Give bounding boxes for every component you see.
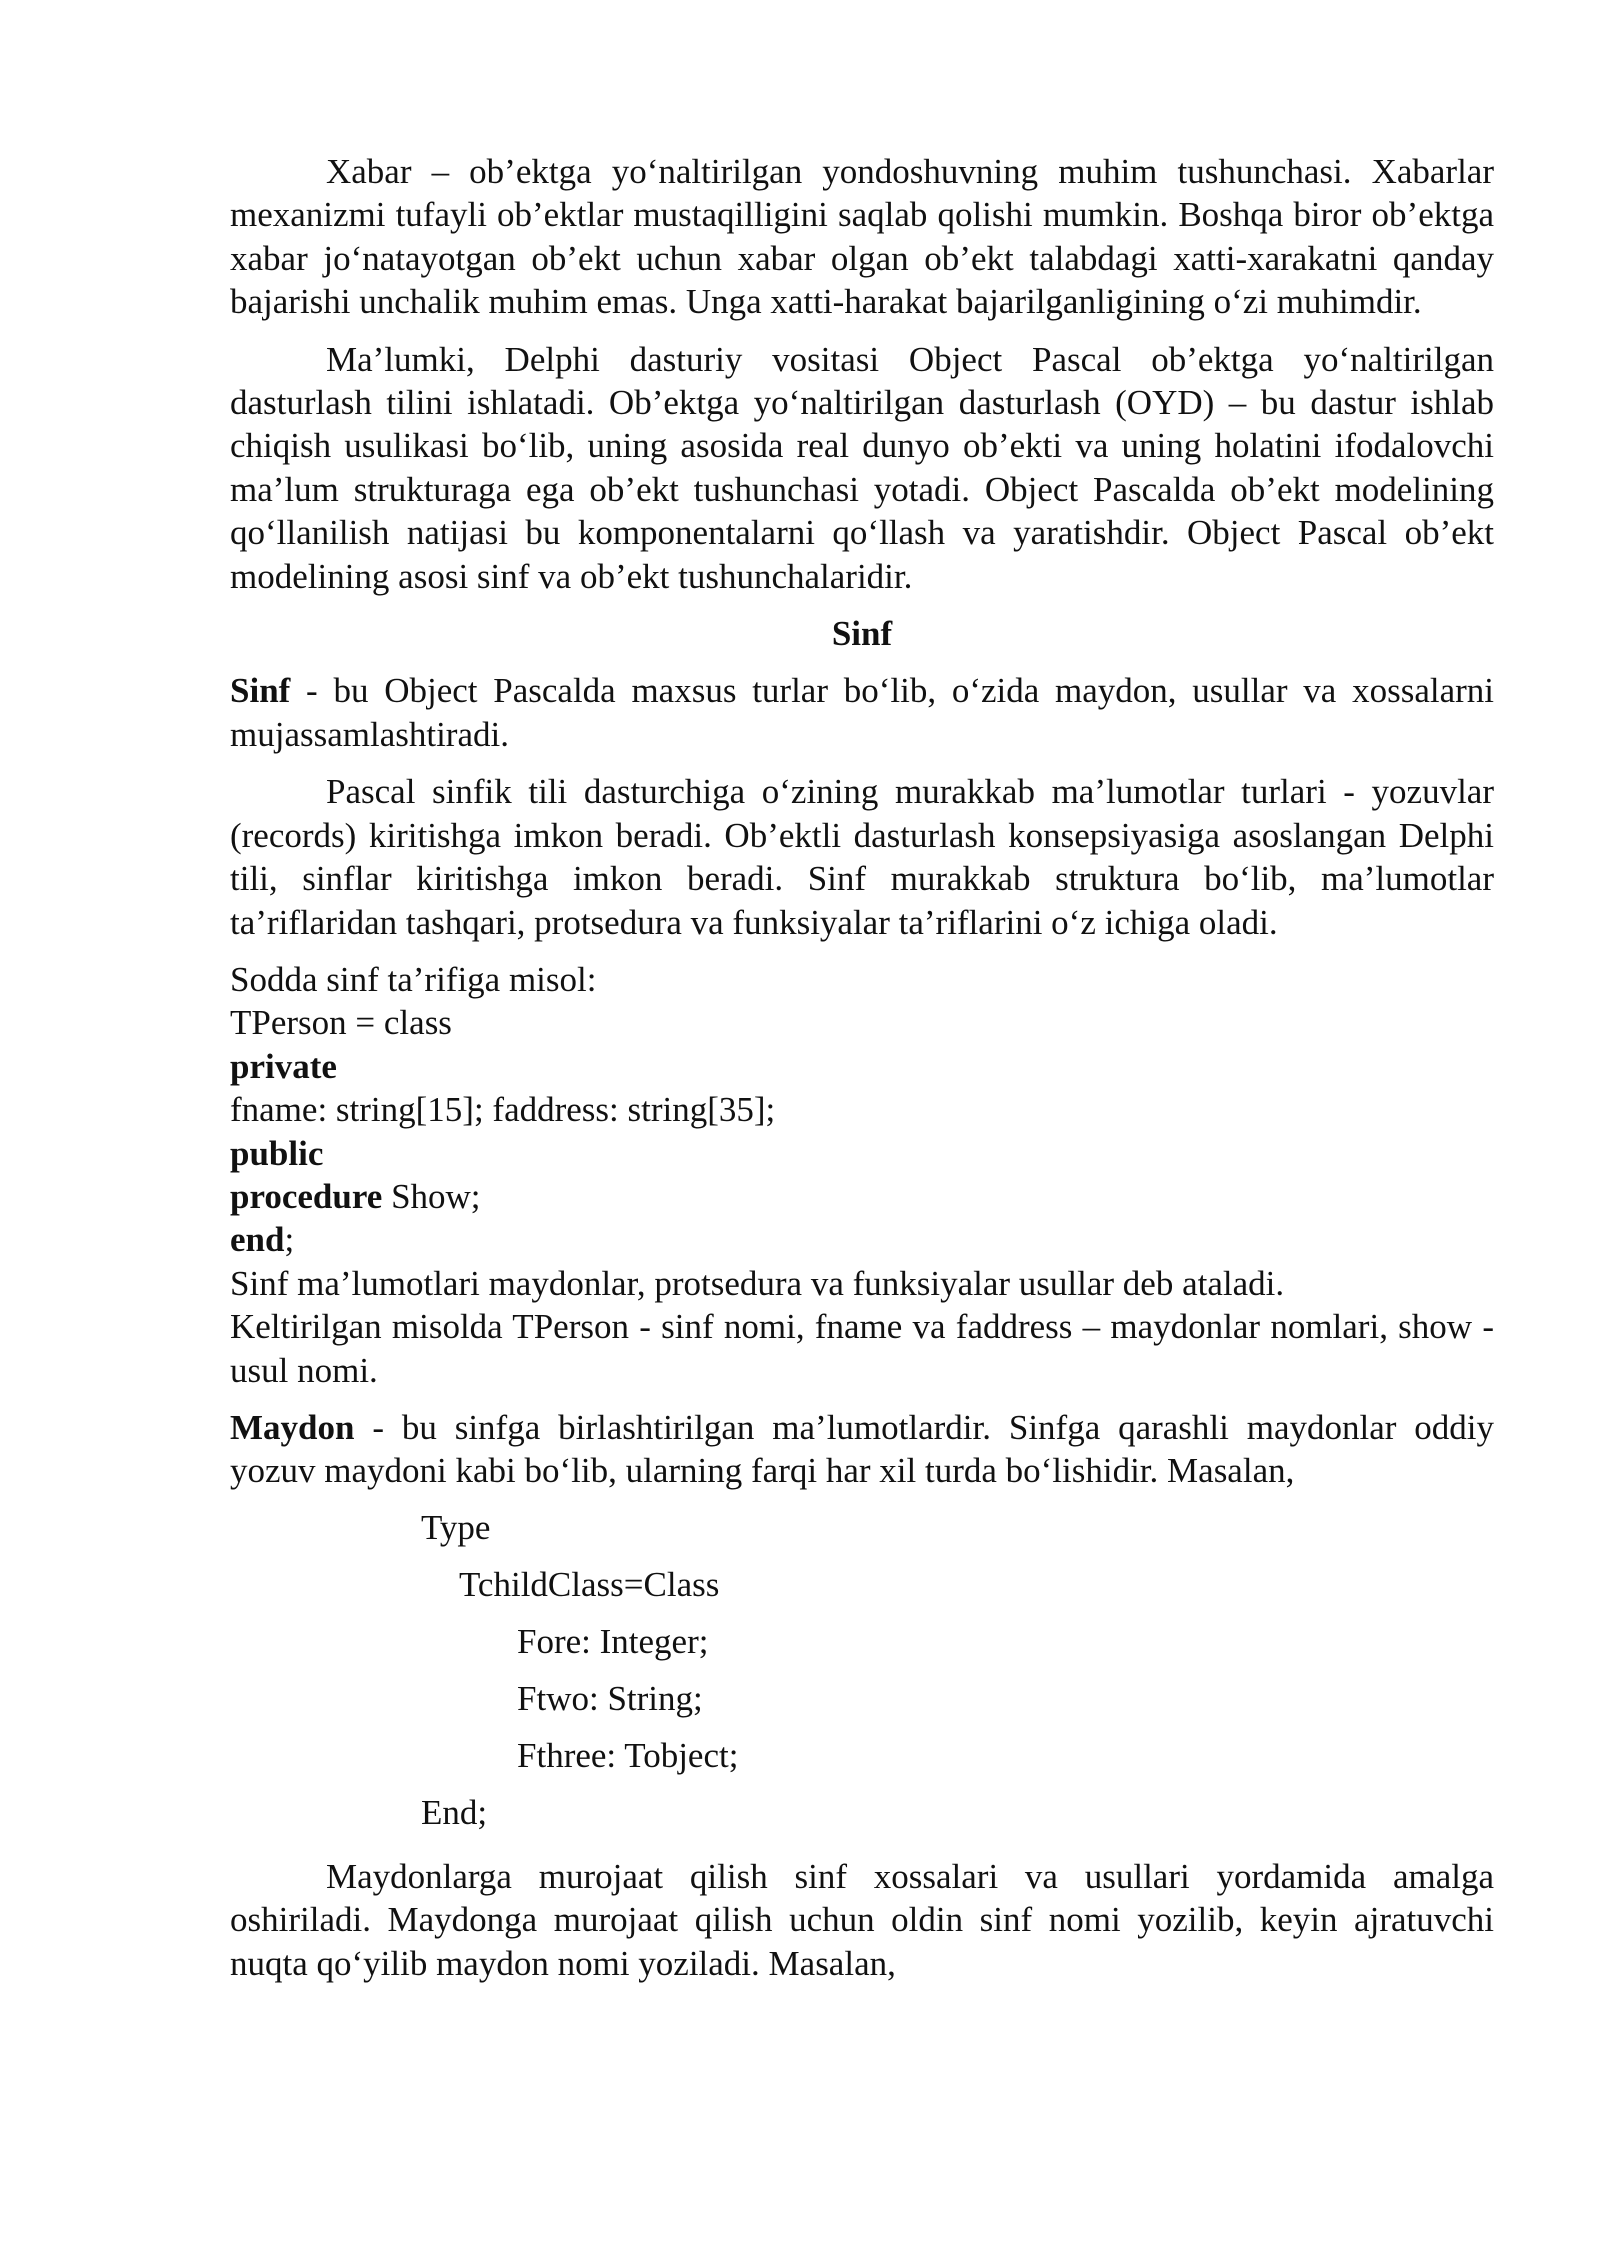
code-line: Ftwo: String;	[517, 1678, 703, 1718]
term-maydon: Maydon	[230, 1407, 355, 1447]
keyword-procedure: procedure	[230, 1176, 383, 1216]
section-heading: Sinf	[831, 614, 893, 654]
example-intro: Sodda sinf ta’rifiga misol:	[230, 959, 597, 999]
paragraph-xabar: Xabar – ob’ektga yo‘naltirilgan yondoshuvning muhim tushunchasi. Xabarlar mexanizmi tufayli ob’ektlar mustaqilligini saqlab qolishi mumkin. Boshqa biror ob’ektga xabar jo‘natayotgan ob’ekt uchun xabar olgan ob’ekt talabdagi xatti-xarakatni qanday bajarishi unchalik muhim emas. Unga xatti-harakat bajarilganligining o‘zi muhimdir.	[230, 152, 1494, 322]
code-line: fname: string[15]; faddress: string[35];	[230, 1090, 776, 1130]
paragraph-sinf-data: Sinf ma’lumotlari maydonlar, protsedura va funksiyalar usullar deb ataladi.	[230, 1263, 1285, 1303]
code-line	[230, 1132, 1494, 1175]
procedure-name: Show;	[382, 1176, 481, 1216]
paragraph-maydon-access: Maydonlarga murojaat qilish sinf xossalari va usullari yordamida amalga oshiriladi. Maydonga murojaat qilish uchun oldin sinf nomi yozilib, keyin ajratuvchi nuqta qo‘yilib maydon nomi yoziladi. Masalan,	[230, 1856, 1494, 1983]
semicolon: ;	[284, 1220, 295, 1260]
keyword-private: private	[230, 1046, 337, 1086]
sinf-definition-text: - bu Object Pascalda maxsus turlar bo‘lib, o‘zida maydon, usullar va xossalarni mujassamlashtiradi.	[230, 671, 1494, 754]
code-line: Fthree: Tobject;	[517, 1735, 739, 1775]
paragraph-pascal-records: Pascal sinfik tili dasturchiga o‘zining murakkab ma’lumotlar turlari - yozuvlar (records) kiritishga imkon beradi. Ob’ektli dasturlash konsepsiyasiga asoslangan Delphi tili, sinflar kiritishga imkon beradi. Sinf murakkab struktura bo‘lib, ma’lumotlar ta’riflaridan tashqari, protsedura va funksiyalar ta’riflarini o‘z ichiga oladi.	[230, 772, 1494, 942]
paragraph-delphi-oop: Ma’lumki, Delphi dasturiy vositasi Object Pascal ob’ektga yo‘naltirilgan dasturlash tilini ishlatadi. Ob’ektga yo‘naltirilgan dasturlash (OYD) – bu dastur ishlab chiqish usulikasi bo‘lib, uning asosida real dunyo ob’ekti va uning holatini ifodalovchi ma’lum strukturaga ega ob’ekt tushunchasi yotadi. Object Pascalda ob’ekt modelining qo‘llanilish natijasi bu komponentalarni qo‘llash va yaratishdir. Object Pascal ob’ekt modelining asosi sinf va ob’ekt tushunchalaridir.	[230, 339, 1494, 596]
code-line: Type	[421, 1507, 491, 1547]
paragraph-sinf-definition	[230, 669, 1494, 756]
keyword-end: end	[230, 1220, 285, 1260]
code-example-tchildclass	[230, 1499, 1494, 1841]
code-line: TPerson = class	[230, 1003, 452, 1043]
code-line	[230, 1218, 1494, 1261]
term-sinf: Sinf	[230, 671, 291, 711]
code-line	[230, 1175, 1494, 1218]
code-line: TchildClass=Class	[459, 1564, 720, 1604]
keyword-public: public	[230, 1133, 324, 1173]
maydon-definition-text: - bu sinfga birlashtirilgan ma’lumotlardir. Sinfga qarashli maydonlar oddiy yozuv maydoni kabi bo‘lib, ularning farqi har xil turda bo‘lishidir. Masalan,	[230, 1407, 1494, 1491]
paragraph-maydon-definition	[230, 1406, 1494, 1493]
paragraph-example-explanation: Keltirilgan misolda TPerson - sinf nomi, fname va faddress – maydonlar nomlari, show - usul nomi.	[230, 1307, 1494, 1390]
code-line	[230, 1045, 1494, 1088]
code-line: End;	[421, 1792, 488, 1832]
code-line: Fore: Integer;	[517, 1621, 709, 1661]
code-example-tperson	[230, 958, 1494, 1392]
